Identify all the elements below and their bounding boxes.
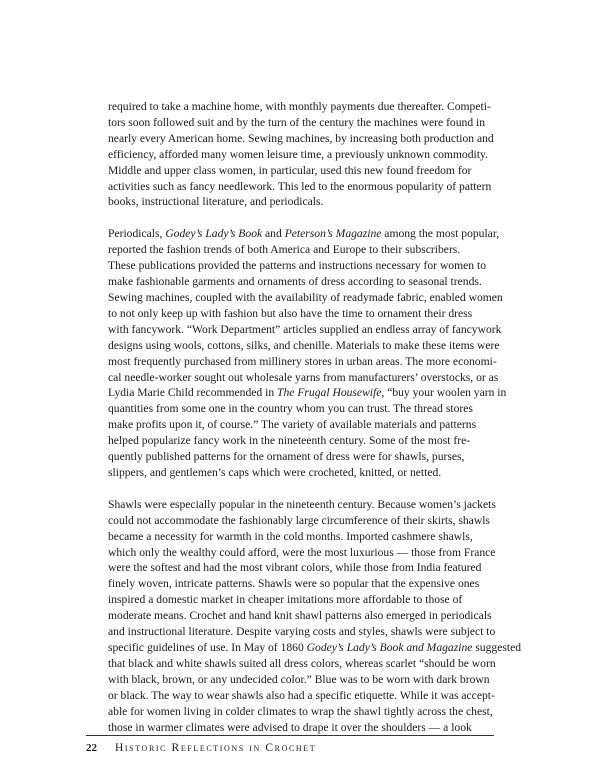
text-line: and instructional literature. Despite varying costs and styles, shawls were subject to [108,625,496,639]
paragraph [108,99,494,210]
text-line: able for women living in colder climates to wrap the shawl tightly across the chest, [108,704,493,718]
text-line: quantities from some one in the country whom you can trust. The thread stores [108,402,473,416]
text-line: slippers, and gentlemen’s caps which were crocheted, knitted, or netted. [108,465,442,479]
text-line: cal needle-worker sought out wholesale yarns from manufacturers’ overstocks, or as [108,370,499,384]
text-line: helped popularize fancy work in the nineteenth century. Some of the most fre- [108,434,471,448]
text-line: designs using wools, cottons, silks, and chenille. Materials to make these items were [108,338,500,352]
text-line: Middle and upper class women, in particular, used this new found freedom for [108,163,472,177]
text-line: quently published patterns for the ornament of dress were for shawls, purses, [108,450,465,464]
text-line: Periodicals, Godey’s Lady’s Book and Peterson’s Magazine among the most popular, [108,227,500,241]
body-text [108,99,522,751]
text-line: with fancywork. “Work Department” articles supplied an endless array of fancywork [108,322,502,336]
text-line: inspired a domestic market in cheaper imitations more affordable to those of [108,593,463,607]
paragraph [108,497,522,736]
text-line: specific guidelines of use. In May of 1860 Godey’s Lady’s Book and Magazine suggested [108,641,522,654]
text-line: to not only keep up with fashion but also have the time to ornament their dress [108,306,473,320]
text-line: nearly every American home. Sewing machines, by increasing both production and [108,131,494,145]
text-line: activities such as fancy needlework. This led to the enormous popularity of pattern [108,179,492,193]
text-line: tors soon followed suit and by the turn of the century the machines were found in [108,115,486,129]
page-number: 22 [86,742,97,754]
text-line: These publications provided the patterns and instructions necessary for women to [108,259,486,273]
text-line: required to take a machine home, with monthly payments due thereafter. Competi- [108,100,491,113]
text-line: make profits upon it, of course.” The variety of available materials and patterns [108,418,477,432]
text-line: could not accommodate the fashionably large circumference of their skirts, shawls [108,513,490,527]
footer-rule [86,735,494,736]
running-title: Historic Reflections in Crochet [115,742,317,754]
text-line: finely woven, intricate patterns. Shawls were so popular that the expensive ones [108,577,480,591]
text-line: Sewing machines, coupled with the availability of readymade fabric, enabled women [108,290,503,304]
text-line: which only the wealthy could afford, were the most luxurious — those from France [108,545,496,559]
text-line: became a necessity for warmth in the cold months. Imported cashmere shawls, [108,529,473,543]
text-line: moderate means. Crochet and hand knit shawl patterns also emerged in periodicals [108,609,492,623]
text-line: with black, brown, or any undecided color.” Blue was to be worn with dark brown [108,672,490,686]
text-line: most frequently purchased from millinery stores in urban areas. The more economi- [108,354,497,368]
text-line: or black. The way to wear shawls also had a specific etiquette. While it was accept- [108,688,495,702]
text-line: Lydia Marie Child recommended in The Frugal Housewife, “buy your woolen yarn in [108,386,507,400]
text-line: make fashionable garments and ornaments of dress according to seasonal trends. [108,275,482,289]
text-line: were the softest and had the most vibrant colors, while those from India featured [108,561,482,575]
text-line: books, instructional literature, and periodicals. [108,195,324,209]
page-footer [86,742,316,754]
paragraph [108,226,507,481]
text-line: reported the fashion trends of both America and Europe to their subscribers. [108,243,461,257]
text-line: efficiency, afforded many women leisure time, a previously unknown commodity. [108,147,488,161]
text-line: those in warmer climates were advised to drape it over the shoulders — a look [108,720,472,734]
text-line: Shawls were especially popular in the nineteenth century. Because women’s jackets [108,497,496,511]
text-line: that black and white shawls suited all dress colors, whereas scarlet “should be worn [108,656,496,670]
